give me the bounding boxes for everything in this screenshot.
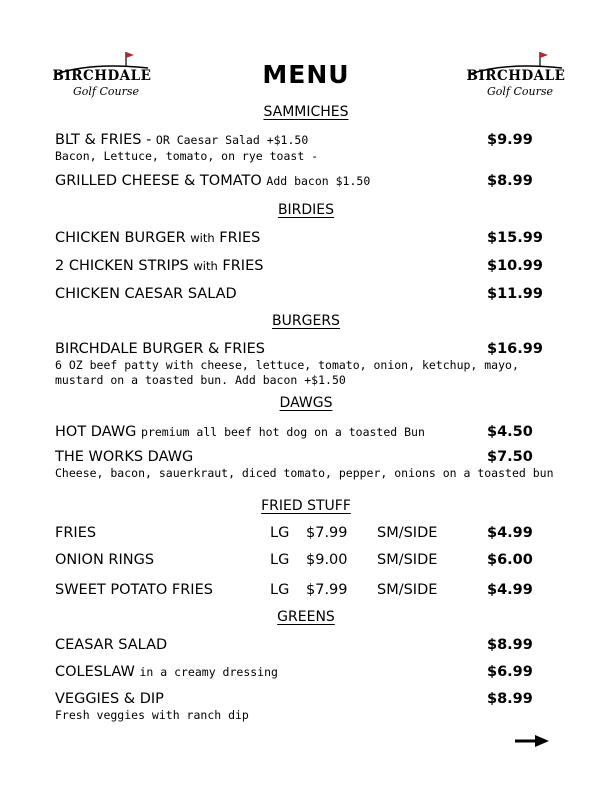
arrow-right-icon[interactable] [515,734,551,748]
logo-sub: Golf Course [72,85,140,98]
item-fries: FRIES [55,525,97,541]
section-burgers: BURGERS [272,313,340,329]
price-sm: $6.00 [487,552,533,568]
item-hot-dawg [55,424,425,440]
item-desc: 6 OZ beef patty with cheese, lettuce, tomato, onion, ketchup, mayo, mustard on a toasted bun. Add bacon +$1.50 [55,358,519,387]
item-sweet-potato-fries: SWEET POTATO FRIES [55,582,213,598]
item-name-rest: FRIES [217,258,264,274]
section-dawgs: DAWGS [279,395,333,411]
item-coleslaw [55,664,278,680]
item-name: CEASAR SALAD [55,637,168,653]
size-lg: LG [270,582,290,598]
item-name: CHICKEN CAESAR SALAD [55,286,237,302]
logo-brand: BIRCHDALE [466,68,566,84]
item-price: $16.99 [487,341,543,357]
item-desc: Fresh veggies with ranch dip [55,708,249,722]
price-lg: $7.99 [306,582,348,598]
item-ceasar-salad [55,637,167,653]
item-name: HOT DAWG [55,424,142,440]
item-veggies-dip [55,691,164,707]
item-note: in a creamy dressing [139,665,278,679]
item-chicken-strips [55,258,263,274]
item-note: OR Caesar Salad +$1.50 [155,133,309,147]
item-grilled-cheese [55,173,370,189]
item-price: $10.99 [487,258,543,274]
price-sm: $4.99 [487,525,533,541]
item-price: $7.50 [487,449,533,465]
item-price: $8.99 [487,691,533,707]
section-fried-stuff: FRIED STUFF [261,498,351,514]
item-name: GRILLED CHEESE & TOMATO [55,173,267,189]
logo-brand: BIRCHDALE [52,68,152,84]
item-name: VEGGIES & DIP [55,691,164,707]
size-lg: LG [270,552,290,568]
item-chicken-caesar [55,286,237,302]
section-greens: GREENS [277,609,335,625]
item-price: $8.99 [487,637,533,653]
item-price: $8.99 [487,173,533,189]
item-price: $4.50 [487,424,533,440]
price-lg: $9.00 [306,552,348,568]
item-note: Add bacon $1.50 [266,174,371,188]
item-works-dawg [55,449,193,465]
section-birdies: BIRDIES [277,202,335,218]
item-name-rest: FRIES [214,230,261,246]
item-onion-rings: ONION RINGS [55,552,155,568]
size-sm: SM/SIDE [377,552,438,568]
item-price: $6.99 [487,664,533,680]
item-name: BIRCHDALE BURGER & FRIES [55,341,265,357]
item-name: THE WORKS DAWG [55,449,194,465]
item-blt [55,132,308,148]
item-name: BLT & FRIES - [55,132,156,148]
price-lg: $7.99 [306,525,348,541]
item-price: $9.99 [487,132,533,148]
item-name: CHICKEN BURGER [55,230,191,246]
item-name: COLESLAW [55,664,140,680]
size-sm: SM/SIDE [377,582,438,598]
item-with: with [193,259,218,273]
price-sm: $4.99 [487,582,533,598]
item-with: with [190,231,215,245]
page-title: MENU [262,60,350,89]
size-sm: SM/SIDE [377,525,438,541]
item-note: premium all beef hot dog on a toasted Bun [141,425,425,439]
item-price: $11.99 [487,286,543,302]
item-name: 2 CHICKEN STRIPS [55,258,194,274]
section-sammiches: SAMMICHES [263,104,349,120]
item-chicken-burger [55,230,260,246]
item-desc: Bacon, Lettuce, tomato, on rye toast - [55,149,319,163]
item-birchdale-burger [55,341,265,357]
item-price: $15.99 [487,230,543,246]
size-lg: LG [270,525,290,541]
logo-sub: Golf Course [486,85,554,98]
item-desc: Cheese, bacon, sauerkraut, diced tomato, pepper, onions on a toasted bun [55,466,554,480]
